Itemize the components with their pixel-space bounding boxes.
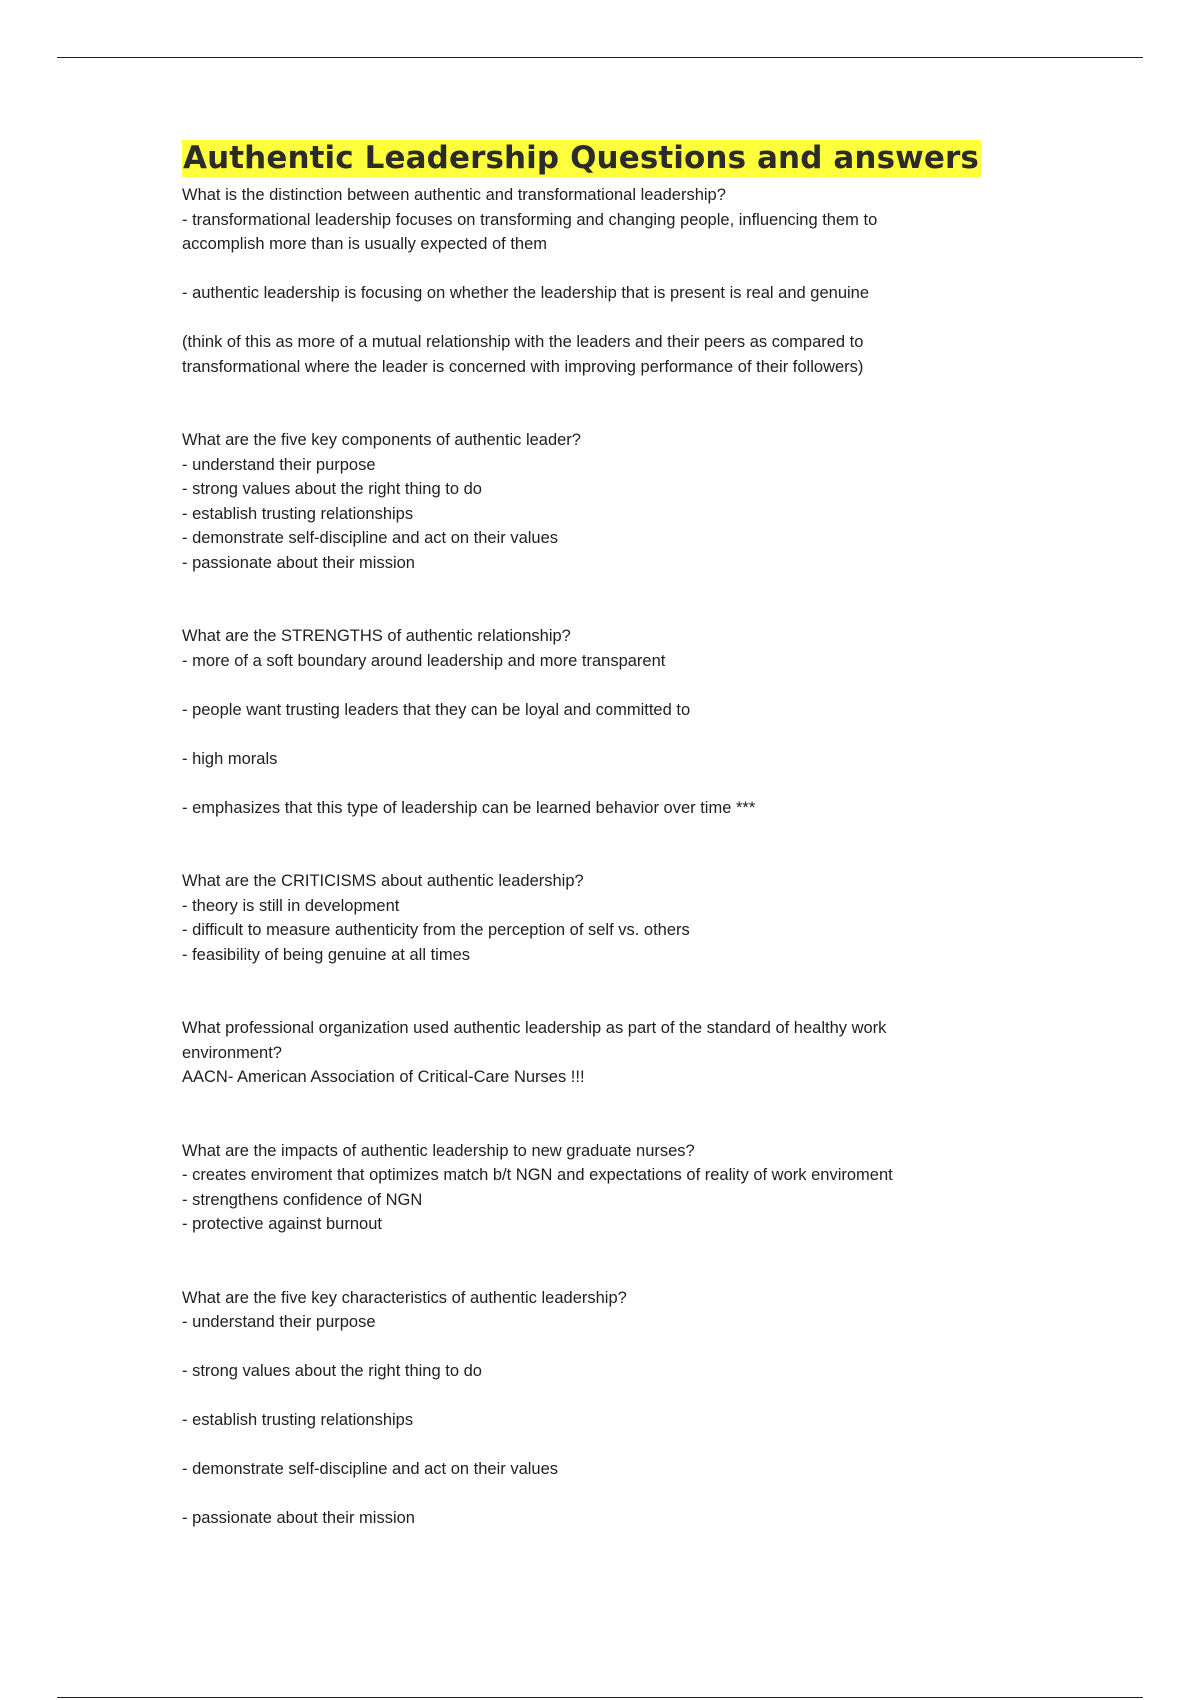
spacer (182, 1433, 1022, 1458)
answer-line: - high morals (182, 749, 278, 768)
title-wrap (182, 140, 1022, 177)
question: What are the five key components of authentic leader? (182, 431, 581, 449)
answer-line: accomplish more than is usually expected of them (182, 235, 548, 253)
spacer (182, 673, 1022, 698)
answer-line: - transformational leadership focuses on transforming and changing people, influencing them to (182, 210, 878, 229)
question: What are the five key characteristics of authentic leadership? (182, 1288, 627, 1307)
spacer (182, 257, 1022, 282)
answer-line: - strong values about the right thing to do (182, 1362, 482, 1380)
spacer (182, 1482, 1022, 1507)
answer-line: (think of this as more of a mutual relationship with the leaders and their peers as compared to (182, 333, 864, 351)
spacer (182, 1335, 1022, 1360)
spacer (182, 1237, 1022, 1286)
question: What professional organization used authentic leadership as part of the standard of healthy work environment? (182, 1019, 887, 1062)
spacer (182, 1384, 1022, 1409)
answer-line: - demonstrate self-discipline and act on their values (182, 1460, 559, 1478)
spacer (182, 820, 1022, 869)
document-body (182, 140, 1022, 1531)
bottom-rule (57, 1697, 1143, 1698)
spacer (182, 1090, 1022, 1139)
spacer (182, 379, 1022, 428)
answer-line: AACN- American Association of Critical-Care Nurses !!! (182, 1068, 585, 1086)
answer-line: transformational where the leader is concerned with improving performance of their followers) (182, 357, 864, 376)
answer-line: - authentic leadership is focusing on whether the leadership that is present is real and genuine (182, 284, 870, 302)
top-rule (57, 57, 1143, 58)
answer-line: - passionate about their mission (182, 553, 415, 572)
question: What is the distinction between authentic and transformational leadership? (182, 186, 726, 204)
answer-line: - difficult to measure authenticity from the perception of self vs. others (182, 921, 690, 939)
answer-line: - establish trusting relationships (182, 504, 414, 523)
answer-line: - more of a soft boundary around leadership and more transparent (182, 651, 666, 670)
question: What are the CRITICISMS about authentic leadership? (182, 872, 584, 890)
answer-line: - protective against burnout (182, 1215, 382, 1233)
spacer (182, 306, 1022, 331)
spacer (182, 771, 1022, 796)
answer-line: - theory is still in development (182, 896, 400, 915)
answer-line: - strong values about the right thing to do (182, 480, 482, 498)
page-title: Authentic Leadership Questions and answers (183, 140, 979, 176)
answer-line: - establish trusting relationships (182, 1411, 414, 1429)
answer-line: - demonstrate self-discipline and act on their values (182, 529, 559, 547)
answer-line: - passionate about their mission (182, 1509, 415, 1527)
spacer (182, 722, 1022, 747)
spacer (182, 967, 1022, 1016)
answer-line: - understand their purpose (182, 455, 376, 474)
question: What are the STRENGTHS of authentic relationship? (182, 627, 571, 645)
question: What are the impacts of authentic leadership to new graduate nurses? (182, 1141, 695, 1160)
answer-line: - people want trusting leaders that they can be loyal and committed to (182, 700, 691, 719)
answer-line: - understand their purpose (182, 1313, 376, 1331)
answer-line: - feasibility of being genuine at all times (182, 945, 470, 964)
answer-line: - strengthens confidence of NGN (182, 1190, 423, 1209)
answer-line: - emphasizes that this type of leadership can be learned behavior over time *** (182, 798, 756, 817)
spacer (182, 575, 1022, 624)
answer-line: - creates enviroment that optimizes match b/t NGN and expectations of reality of work enviroment (182, 1166, 893, 1184)
